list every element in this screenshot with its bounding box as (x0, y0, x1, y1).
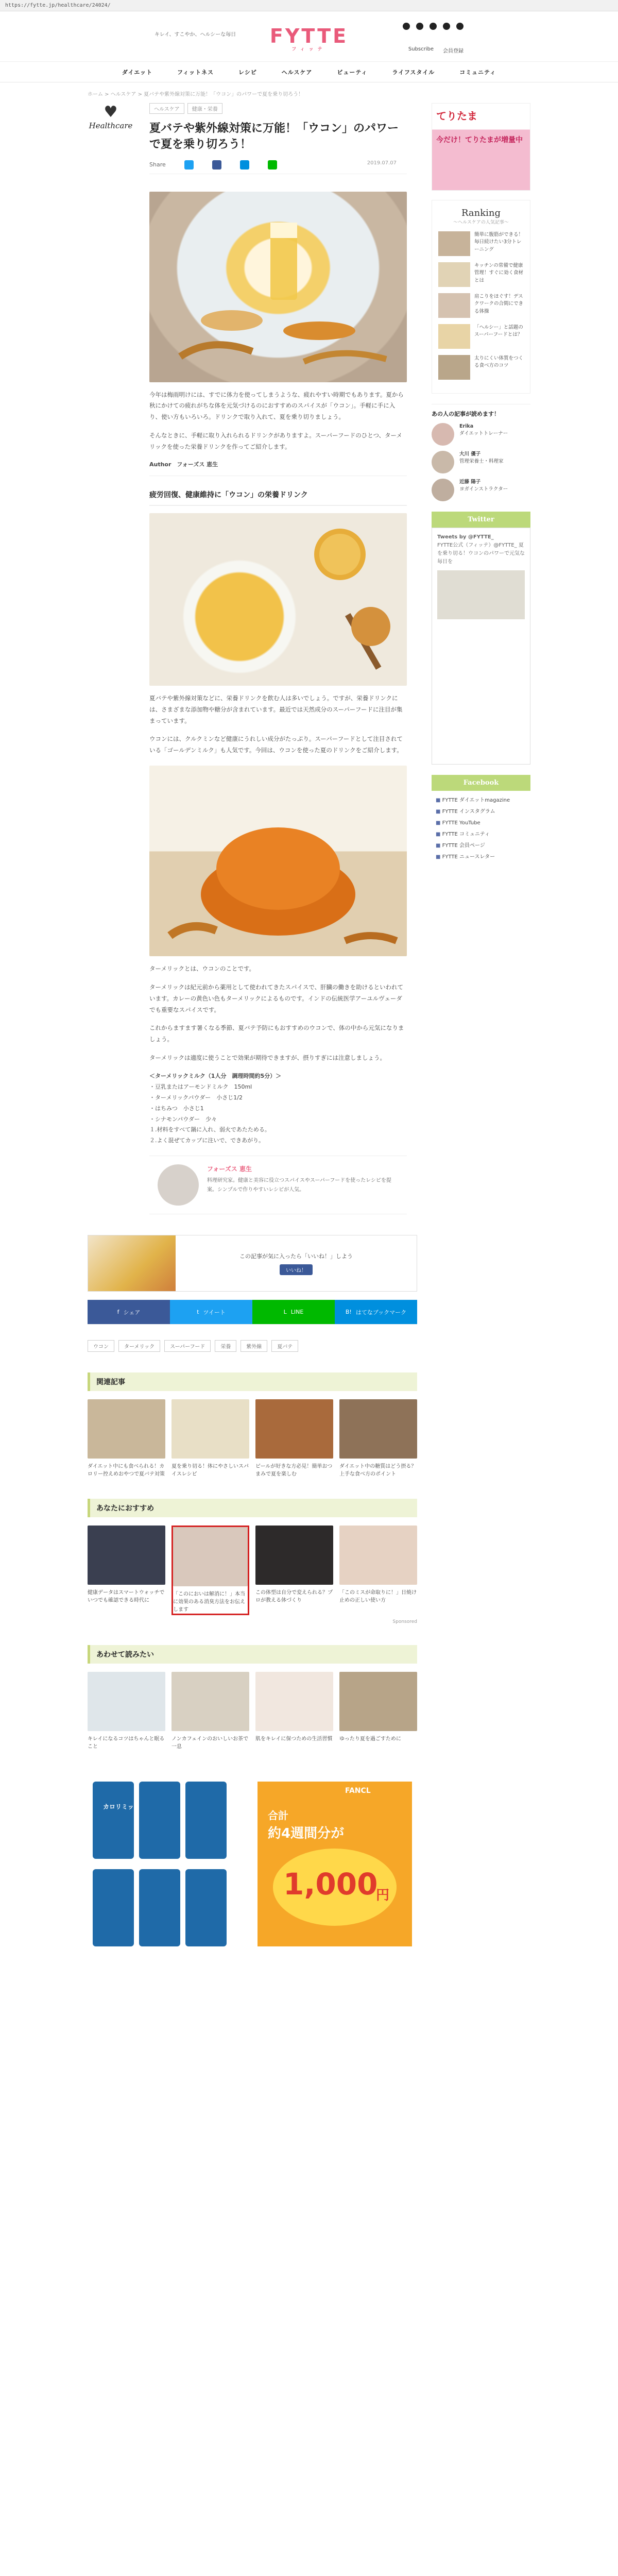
ranking-thumb (438, 355, 470, 380)
page-container (88, 82, 530, 2576)
nav-beauty[interactable]: ビューティ (337, 69, 368, 76)
ranking-item[interactable]: 簡単に腹筋ができる！毎日続けたい3分トレーニング (438, 231, 524, 256)
instagram-icon[interactable] (430, 23, 437, 30)
badge-healthcare[interactable]: ヘルスケア (149, 103, 184, 114)
social-icons (403, 23, 464, 30)
like-box (88, 1235, 417, 1292)
header-tagline: キレイ、すこやか、ヘルシーな毎日 (154, 32, 236, 38)
related-grid (88, 1399, 417, 1478)
line-share-icon[interactable] (268, 160, 277, 170)
facebook-icon: f (117, 1309, 119, 1316)
recipe-line: ・ターメリックパウダー 小さじ1/2 (149, 1094, 243, 1101)
avatar (432, 423, 454, 446)
card-image (255, 1526, 333, 1585)
banner-brand: FANCL (345, 1787, 371, 1795)
recipe-title: ＜ターメリックミルク（1人分 調理時間約5分）＞ (149, 1072, 282, 1079)
tweet-image (437, 570, 525, 619)
tweets-label: Tweets by @FYTTE_ (437, 534, 494, 540)
paragraph-4: ターメリックとは、ウコンのことです。 (149, 965, 255, 973)
paragraph-3: ウコンには、クルクミンなど健康にうれしい成分がたっぷり。スーパーフードとして注目されている「ゴールデンミルク」も人気です。今回は、ウコンを使った夏のドリンクをご紹介します。 (149, 735, 403, 754)
related-heading: 関連記事 (88, 1372, 417, 1391)
youtube-icon[interactable] (443, 23, 450, 30)
facebook-share-button[interactable]: f シェア (88, 1300, 170, 1324)
twitter-feed[interactable] (432, 528, 530, 765)
url-bar[interactable]: https://fytte.jp/healthcare/24024/ (0, 0, 618, 11)
recommend-card-highlighted[interactable]: 「このにおいは解消に！」本当に効果のある消臭方法をお伝えします (171, 1526, 249, 1615)
logo-sub: フィッテ (291, 47, 327, 52)
fb-link[interactable]: ■ FYTTE ニュースレター (436, 852, 526, 863)
avatar (432, 479, 454, 501)
also-read-card[interactable]: ノンカフェインのおいしいお茶で一息 (171, 1672, 249, 1751)
hero-illustration (149, 192, 407, 382)
recipe-line: ・シナモンパウダー 少々 (149, 1115, 217, 1123)
like-question: この記事が気に入ったら「いいね！」しよう (239, 1252, 353, 1260)
hero-photo-turmeric-drink (149, 192, 407, 382)
ranking-thumb (438, 231, 470, 256)
card-image (171, 1399, 249, 1459)
facebook-icon[interactable] (403, 23, 410, 30)
recipe-line: １.材料をすべて鍋に入れ、弱火であたためる。 (149, 1126, 270, 1133)
turmeric-powder-illustration (149, 766, 407, 956)
article-title: 夏バテや紫外線対策に万能！「ウコン」のパワーで夏を乗り切ろう！ (149, 122, 399, 151)
paragraph-5: ターメリックは紀元前から薬用として使われてきたスパイスで、肝臓の働きを助けるといわれています。カレーの黄色い色もターメリックによるものです。インドの伝統医学アーユルヴェーダでも重要なスパイスです。 (149, 983, 404, 1013)
breadcrumb[interactable]: ホーム > ヘルスケア > 夏バテや紫外線対策に万能！「ウコン」のパワーで夏を乗り切ろう！ (88, 92, 304, 97)
ranking-thumb (438, 324, 470, 349)
card-image (88, 1526, 165, 1585)
related-card[interactable]: ビールが好きな方必見！簡単おつまみで夏を楽しむ (255, 1399, 333, 1478)
tag[interactable]: 栄養 (215, 1340, 236, 1352)
banner-weeks: 約4週間分が (268, 1826, 345, 1842)
tag[interactable]: スーパーフード (164, 1340, 211, 1352)
category-badges (149, 103, 417, 114)
also-read-heading: あわせて読みたい (88, 1645, 417, 1664)
tag[interactable]: ターメリック (118, 1340, 160, 1352)
banner-price: 1,000 (283, 1867, 378, 1902)
banner-product: カロリミット (103, 1803, 140, 1811)
recommend-card[interactable]: 「このミスが命取りに！」日焼け止めの正しい使い方 (339, 1526, 417, 1615)
recommend-grid (88, 1526, 417, 1615)
also-read-card[interactable]: ゆったり夏を過ごすために (339, 1672, 417, 1751)
fb-link[interactable]: ■ FYTTE コミュニティ (436, 829, 526, 840)
tag[interactable]: 紫外線 (241, 1340, 267, 1352)
ranking-box (432, 200, 530, 394)
recipe-line: ２.よく混ぜてカップに注いで、できあがり。 (149, 1137, 265, 1144)
share-bar (88, 1300, 417, 1325)
section-heading: 疲労回復、健康維持に「ウコン」の栄養ドリンク (149, 481, 407, 506)
subscribe-link[interactable]: Subscribe (408, 46, 434, 52)
related-card[interactable]: 夏を乗り切る！体にやさしいスパイスレシピ (171, 1399, 249, 1478)
twitter-share-button[interactable]: t ツイート (170, 1300, 252, 1324)
photo-golden-milk (149, 513, 407, 686)
nav-recipe[interactable]: レシピ (238, 69, 257, 76)
also-read-card[interactable]: 肌をキレイに保つための生活習慣 (255, 1672, 333, 1751)
site-logo[interactable]: FYTTE フィッテ (0, 25, 618, 52)
fb-link[interactable]: ■ FYTTE YouTube (436, 818, 526, 829)
twitter-icon[interactable] (416, 23, 423, 30)
fb-link[interactable]: ■ FYTTE 会員ページ (436, 840, 526, 852)
sidebar (432, 103, 530, 867)
card-image (255, 1399, 333, 1459)
photo-turmeric-powder (149, 766, 407, 956)
card-image (88, 1672, 165, 1731)
facebook-heading: Facebook (432, 775, 530, 791)
badge-nutrition[interactable]: 健康・栄養 (187, 103, 222, 114)
authors-title: あの人の記事が読めます！ (432, 411, 500, 417)
card-image (173, 1527, 248, 1586)
ad-brand: てりたま (436, 110, 477, 122)
heart-icon: ♥ (104, 103, 118, 121)
twitter-icon: t (197, 1309, 199, 1316)
tag[interactable]: 夏バテ (271, 1340, 298, 1352)
card-image (339, 1672, 417, 1731)
golden-milk-illustration (149, 513, 407, 686)
ad-text: 今だけ！てりたまが増量中 (436, 136, 523, 144)
fb-link[interactable]: ■ FYTTE インスタグラム (436, 806, 526, 818)
tag-list (88, 1340, 417, 1352)
recommend-heading: あなたにおすすめ (88, 1499, 417, 1517)
card-image (255, 1672, 333, 1731)
hatena-icon: B! (345, 1309, 352, 1316)
card-image (88, 1399, 165, 1459)
author-item[interactable]: 大川 優子 管理栄養士・料理家 (432, 451, 530, 473)
share-label: Share (149, 161, 166, 168)
intro-paragraph: 今年は梅雨明けには、すでに体力を使ってしまうような、疲れやすい時期でもあります。夏から秋にかけての疲れがちな体を元気づけるのにおすすめのスパイスが「ウコン」。手軽に手に入り、使い方もいろいろ。ドリンクで取り入れて、夏を乗り切りましょう。 (149, 391, 404, 421)
banner-yen: 円 (376, 1888, 390, 1904)
paragraph-7: ターメリックは適度に使うことで効果が期待できますが、摂りすぎには注意しましょう。 (149, 1054, 386, 1062)
author-line: Author フォーズス 恵生 (149, 460, 407, 476)
recipe-block (149, 1071, 407, 1146)
recommend-card[interactable]: 健康データはスマートウォッチでいつでも確認できる時代に (88, 1526, 165, 1615)
facebook-share-icon[interactable] (212, 160, 221, 170)
article-main (88, 103, 417, 1957)
fb-link[interactable]: ■ FYTTE ダイエットmagazine (436, 795, 526, 806)
register-link[interactable]: 会員登録 (443, 48, 464, 54)
like-button[interactable]: いいね！ (280, 1264, 313, 1275)
fancl-banner-ad[interactable] (88, 1771, 417, 1957)
author-bio (149, 1156, 407, 1214)
recipe-line: ・豆乳またはアーモンドミルク 150ml (149, 1083, 252, 1090)
nav-community[interactable]: コミュニティ (459, 69, 496, 76)
site-header (0, 11, 618, 82)
ranking-item[interactable]: 太りにくい体質をつくる食べ方のコツ (438, 355, 524, 380)
line-share-button[interactable]: L LINE (252, 1300, 335, 1324)
share-row (149, 160, 407, 174)
ranking-subtitle: 〜ヘルスケアの人気記事〜 (453, 220, 509, 225)
recommend-card[interactable]: この体型は自分で変えられる？プロが教える体づくり (255, 1526, 333, 1615)
facebook-links (432, 791, 530, 867)
sidebar-ad[interactable] (432, 103, 530, 191)
paragraph-2: 夏バテや紫外線対策などに、栄養ドリンクを飲む人は多いでしょう。ですが、栄養ドリンクには、さまざまな添加物や糖分が含まれています。最近では天然成分のスーパーフードに注目が集まっています。 (149, 694, 403, 724)
member-links (408, 46, 464, 54)
author-item[interactable]: Erika ダイエットトレーナー (432, 423, 530, 446)
hatena-share-icon[interactable] (240, 160, 249, 170)
hatena-share-button[interactable]: B! はてなブックマーク (335, 1300, 417, 1324)
author-item[interactable]: 近藤 陽子 ヨガインストラクター (432, 479, 530, 501)
article-date: 2019.07.07 (367, 160, 397, 166)
card-image (339, 1526, 417, 1585)
ranking-item[interactable]: 「ヘルシー」と話題のスーパーフードとは？ (438, 324, 524, 349)
card-image (171, 1672, 249, 1731)
related-card[interactable]: ダイエット中の糖質はどう摂る？上手な食べ方のポイント (339, 1399, 417, 1478)
author-avatar (158, 1164, 199, 1206)
also-read-grid (88, 1672, 417, 1751)
nav-healthcare[interactable]: ヘルスケア (281, 69, 313, 76)
tweet-text: FYTTE公式（フィッテ）@FYTTE_ 夏を乗り切る！ウコンのパワーで元気な毎日を (437, 543, 525, 565)
recipe-line: ・はちみつ 小さじ1 (149, 1105, 204, 1112)
related-card[interactable]: ダイエット中にも食べられる！カロリー控えめおやつで夏バテ対策 (88, 1399, 165, 1478)
tag[interactable]: ウコン (88, 1340, 114, 1352)
avatar (432, 451, 454, 473)
authors-box (432, 404, 530, 501)
ranking-item[interactable]: キッチンの常備で健康管理！すぐに効く食材とは (438, 262, 524, 287)
ranking-thumb (438, 262, 470, 287)
nav-lifestyle[interactable]: ライフスタイル (392, 69, 435, 76)
ranking-item[interactable]: 肩こりをほぐす！デスクワークの合間にできる体操 (438, 293, 524, 318)
paragraph-6: これからますます暑くなる季節、夏バテ予防にもおすすめのウコンで、体の中から元気になりましょう。 (149, 1024, 404, 1043)
author-name[interactable]: フォーズス 恵生 (207, 1165, 252, 1173)
healthcare-category-logo[interactable]: ♥ Healthcare (88, 103, 134, 149)
line-icon: L (283, 1309, 287, 1316)
twitter-heading: Twitter (432, 512, 530, 528)
main-nav (0, 61, 618, 82)
like-box-image (88, 1235, 176, 1291)
intro-paragraph-2: そんなときに、手軽に取り入れられるドリンクがありますよ。スーパーフードのひとつ、ターメリックを使った栄養ドリンクを作ってご紹介します。 (149, 432, 402, 450)
banner-total: 合計 (268, 1809, 288, 1822)
sponsored-label: Sponsored (392, 1619, 417, 1625)
card-image (339, 1399, 417, 1459)
ranking-title: Ranking (461, 208, 501, 218)
twitter-share-icon[interactable] (184, 160, 194, 170)
nav-diet[interactable]: ダイエット (122, 69, 152, 76)
rss-icon[interactable] (456, 23, 464, 30)
article-body (149, 192, 407, 1215)
also-read-card[interactable]: キレイになるコツはちゃんと眠ること (88, 1672, 165, 1751)
nav-fitness[interactable]: フィットネス (177, 69, 214, 76)
ranking-thumb (438, 293, 470, 318)
author-bio-text: 料理研究家。健康と美容に役立つスパイスやスーパーフードを使ったレシピを提案。シンプルで作りやすいレシピが人気。 (207, 1178, 391, 1193)
